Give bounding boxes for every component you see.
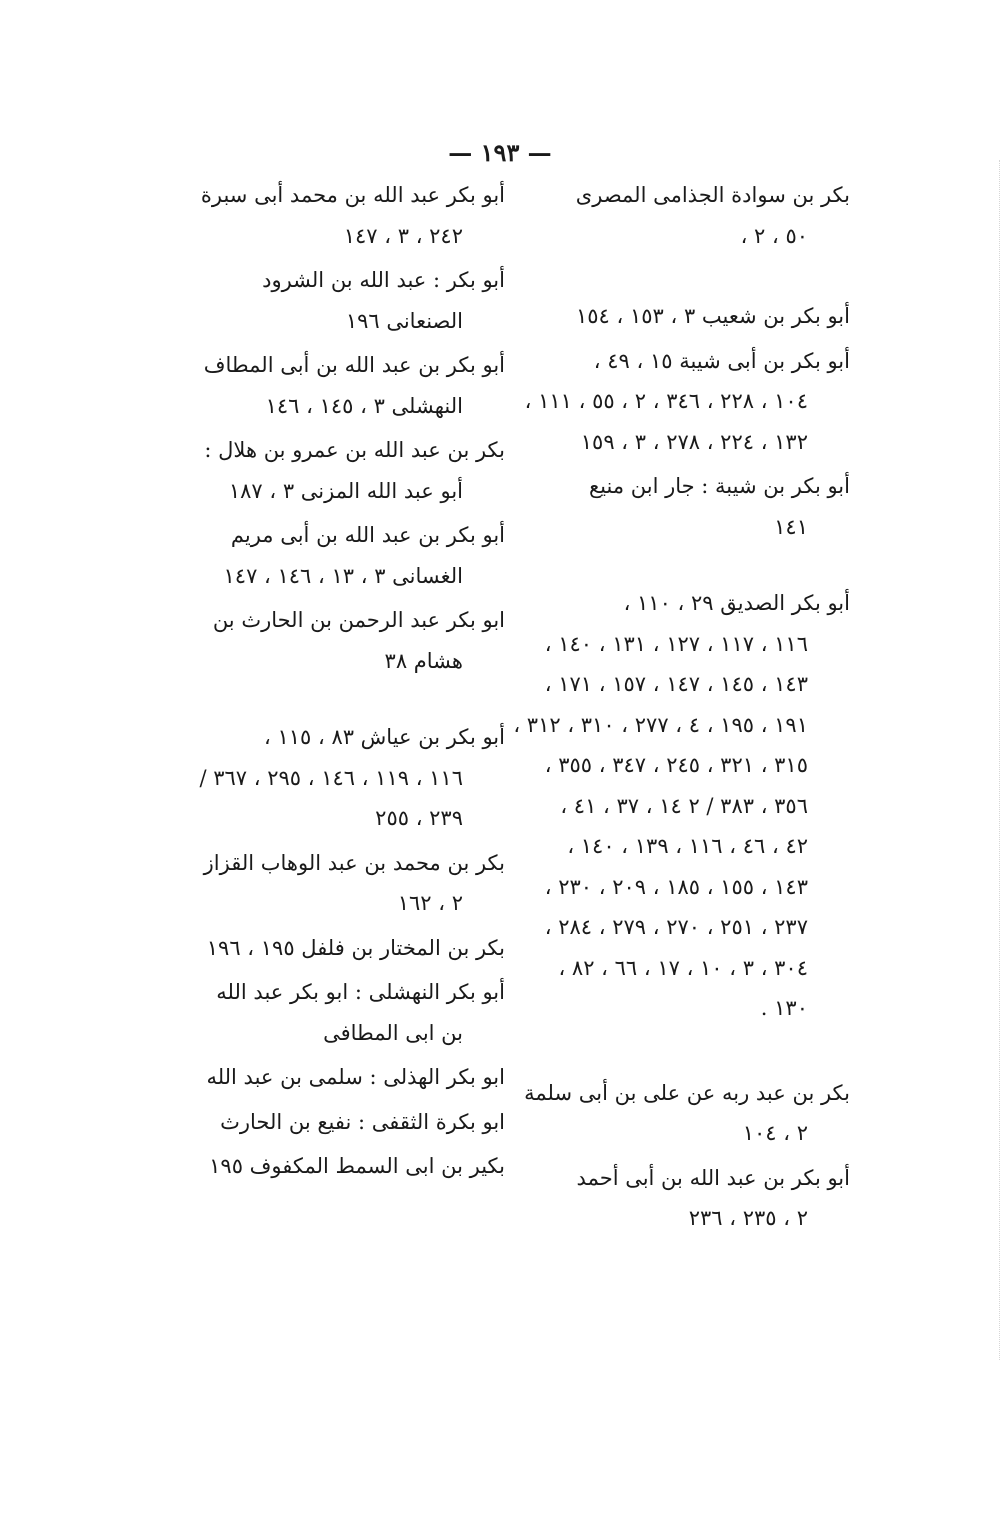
entry-line: بكر بن المختار بن فلفل ١٩٥ ، ١٩٦ [206, 935, 505, 960]
entry-line: أبو بكر بن شعيب ٣ ، ١٥٣ ، ١٥٤ [575, 304, 850, 328]
right-column [513, 175, 850, 1243]
index-entry [190, 843, 505, 924]
entry-line: أبو بكر بن أبى شيبة ١٥ ، ٤٩ ، [593, 348, 850, 373]
scan-edge-divider [997, 160, 1000, 1360]
index-entry [540, 1158, 850, 1239]
index-entry [540, 296, 850, 337]
entry-line: الصنعانى ١٩٦ [345, 308, 463, 333]
index-entry [190, 430, 505, 511]
entry-line: ٢ ، ٢٣٥ ، ٢٣٦ [688, 1206, 808, 1230]
entry-line: ٣٠٤ ، ٣ ، ١٠ ، ١٧ ، ٦٦ ، ٨٢ ، [558, 955, 808, 980]
entry-line: أبو بكر النهشلى : ابو بكر عبد الله [216, 980, 505, 1004]
entry-line: بكر بن محمد بن عبد الوهاب القزاز [203, 850, 505, 875]
entry-line: أبو عبد الله المزنى ٣ ، ١٨٧ [228, 478, 463, 503]
index-entry [190, 345, 505, 426]
entry-line: أبو بكر الصديق ٢٩ ، ١١٠ ، [623, 591, 850, 615]
entry-line: أبو بكر بن عياش ٨٣ ، ١١٥ ، [264, 725, 505, 749]
entry-line: ١١٦ ، ١١٧ ، ١٢٧ ، ١٣١ ، ١٤٠ ، [544, 631, 808, 656]
entry-line: ١٤٣ ، ١٥٥ ، ١٨٥ ، ٢٠٩ ، ٢٣٠ ، [544, 874, 808, 899]
index-entry [540, 175, 850, 256]
index-entry [190, 928, 505, 969]
index-entry [190, 1146, 505, 1187]
entry-line: ١٣٠ . [760, 996, 808, 1020]
index-entry [190, 1057, 505, 1098]
entry-line: ١٠٤ ، ٢٢٨ ، ٣٤٦ ، ٢ ، ٥٥ ، ١١١ ، [524, 389, 808, 413]
entry-line: بن ابى المطافى [323, 1020, 463, 1045]
index-entry [190, 717, 505, 839]
entry-line: أبو بكر بن عبد الله بن أبى أحمد [576, 1165, 850, 1190]
entry-line: أبو بكر : عبد الله بن الشرود [262, 268, 505, 292]
entry-line: أبو بكر بن شيبة : جار ابن منيع [588, 474, 850, 498]
index-entry [540, 466, 850, 547]
entry-line: بكر بن سوادة الجذامى المصرى [575, 183, 850, 207]
index-entry [513, 583, 850, 1029]
entry-line: بكر بن عبد الله بن عمرو بن هلال : [204, 438, 505, 462]
entry-line: ١٩١ ، ١٩٥ ، ٤ ، ٢٧٧ ، ٣١٠ ، ٣١٢ ، [513, 712, 808, 737]
entry-line: ١١٦ ، ١١٩ ، ١٤٦ ، ٢٩٥ ، ٣٦٧ / [199, 765, 463, 790]
page-number: — ١٩٣ — [448, 138, 552, 167]
index-entry [524, 1073, 850, 1154]
entry-line: بكير بن ابى السمط المكفوف ١٩٥ [209, 1154, 505, 1178]
entry-line: ٢ ، ١٦٢ [397, 891, 463, 915]
index-entry [190, 600, 505, 681]
index-entry [190, 175, 505, 256]
index-entry [190, 515, 505, 596]
entry-line: النهشلى ٣ ، ١٤٥ ، ١٤٦ [265, 393, 463, 418]
entry-line: ابو بكر عبد الرحمن بن الحارث بن [212, 608, 505, 632]
index-entry [190, 1102, 505, 1143]
entry-line: ٤٢ ، ٤٦ ، ١١٦ ، ١٣٩ ، ١٤٠ ، [567, 834, 808, 858]
entry-line: ٢٣٩ ، ٢٥٥ [375, 806, 463, 830]
entry-line: ٢٣٧ ، ٢٥١ ، ٢٧٠ ، ٢٧٩ ، ٢٨٤ ، [544, 915, 808, 939]
entry-line: أبو بكر بن عبد الله بن أبى المطاف [203, 353, 505, 377]
entry-line: ابو بكرة الثقفى : نفيع بن الحارث [220, 1109, 505, 1134]
entry-line: أبو بكر بن عبد الله بن أبى مريم [230, 523, 505, 547]
entry-line: ٣٥٦ ، ٣٨٣ / ٢ ١٤ ، ٣٧ ، ٤١ ، [560, 793, 808, 818]
entry-line: بكر بن عبد ربه عن على بن أبى سلمة [524, 1080, 850, 1105]
index-entry [190, 972, 505, 1053]
entry-line: ١٤١ [774, 514, 808, 539]
left-column [190, 175, 505, 1191]
index-entry [190, 260, 505, 341]
entry-line: ٢ ، ١٠٤ [742, 1121, 808, 1145]
entry-line: ابو بكر الهذلى : سلمى بن عبد الله [206, 1065, 505, 1089]
entry-line: ١٣٢ ، ٢٢٤ ، ٢٧٨ ، ٣ ، ١٥٩ [580, 429, 808, 454]
entry-line: أبو بكر عبد الله بن محمد أبى سبرة [200, 183, 505, 207]
entry-line: ٥٠ ، ٢ ، [740, 223, 808, 248]
entry-line: ٣١٥ ، ٣٢١ ، ٢٤٥ ، ٣٤٧ ، ٣٥٥ ، [544, 753, 808, 777]
entry-line: الغسانى ٣ ، ١٣ ، ١٤٦ ، ١٤٧ [223, 563, 463, 588]
entry-line: ١٤٣ ، ١٤٥ ، ١٤٧ ، ١٥٧ ، ١٧١ ، [544, 672, 808, 696]
entry-line: ٢٤٢ ، ٣ ، ١٤٧ [343, 223, 463, 248]
index-entry [524, 341, 850, 463]
entry-line: هشام ٣٨ [384, 648, 463, 673]
